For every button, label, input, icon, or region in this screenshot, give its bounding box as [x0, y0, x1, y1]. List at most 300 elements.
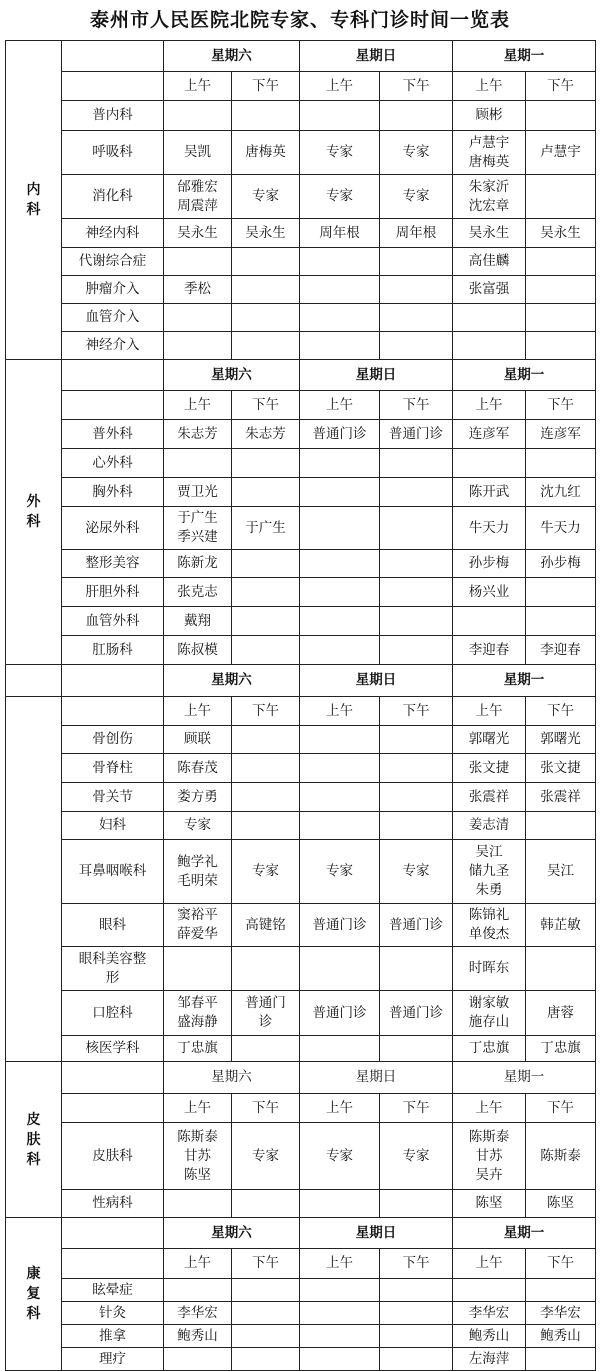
schedule-cell: 娄方勇 [164, 783, 232, 812]
schedule-cell: 普通门诊 [300, 420, 380, 449]
schedule-cell: 吴永生 [526, 219, 596, 248]
schedule-cell [232, 578, 300, 607]
schedule-cell [526, 248, 596, 276]
schedule-cell [232, 783, 300, 812]
clinic-name: 口腔科 [62, 991, 164, 1036]
half-header: 上午 [164, 391, 232, 420]
schedule-cell [526, 947, 596, 991]
schedule-cell: 陈开武 [453, 478, 526, 507]
schedule-cell: 普通门诊 [380, 904, 453, 947]
schedule-cell: 左海萍 [453, 1348, 526, 1371]
schedule-cell: 鲍秀山 [453, 1325, 526, 1348]
table-row [6, 248, 596, 276]
schedule-cell [232, 449, 300, 478]
table-row [6, 812, 596, 840]
schedule-cell [526, 607, 596, 636]
schedule-cell: 陈斯泰 甘苏 吴卉 [453, 1123, 526, 1190]
half-header: 下午 [380, 391, 453, 420]
day-header: 星期一 [453, 41, 596, 72]
schedule-cell: 普通门 诊 [232, 991, 300, 1036]
table-row [6, 1302, 596, 1325]
schedule-cell [300, 1279, 380, 1302]
schedule-cell: 牛天力 [526, 507, 596, 550]
schedule-cell [526, 276, 596, 304]
clinic-name: 理疗 [62, 1348, 164, 1371]
blank-cell [62, 665, 164, 697]
schedule-cell: 丁忠旗 [164, 1036, 232, 1062]
schedule-cell: 连彦军 [453, 420, 526, 449]
blank-cell [62, 1062, 164, 1094]
half-header: 下午 [380, 1094, 453, 1123]
table-row [6, 175, 596, 219]
blank-cell [6, 665, 62, 697]
schedule-cell: 张震祥 [453, 783, 526, 812]
schedule-cell [380, 478, 453, 507]
day-header: 星期一 [453, 665, 596, 697]
day-header: 星期六 [164, 1062, 300, 1094]
schedule-cell [380, 1190, 453, 1218]
dept-label: 康 复 科 [6, 1218, 62, 1371]
schedule-cell [453, 304, 526, 332]
clinic-name: 肝胆外科 [62, 578, 164, 607]
schedule-cell [164, 332, 232, 360]
table-row [6, 840, 596, 904]
schedule-cell [232, 812, 300, 840]
day-header: 星期六 [164, 1218, 300, 1249]
table-row [6, 101, 596, 131]
schedule-cell [232, 1279, 300, 1302]
schedule-cell: 窦裕平 薛爱华 [164, 904, 232, 947]
schedule-cell [380, 947, 453, 991]
schedule-cell [380, 754, 453, 783]
schedule-cell [526, 101, 596, 131]
schedule-cell [164, 449, 232, 478]
table-row [6, 507, 596, 550]
table-row [6, 131, 596, 175]
half-header: 下午 [380, 697, 453, 726]
schedule-cell [380, 449, 453, 478]
half-header: 下午 [232, 697, 300, 726]
schedule-cell: 顾联 [164, 726, 232, 754]
schedule-cell: 季松 [164, 276, 232, 304]
schedule-cell [526, 1279, 596, 1302]
clinic-name: 针灸 [62, 1302, 164, 1325]
schedule-cell: 陈斯泰 甘苏 陈坚 [164, 1123, 232, 1190]
schedule-cell [526, 1348, 596, 1371]
dept-label: 外 科 [6, 360, 62, 665]
day-header: 星期日 [300, 41, 453, 72]
schedule-cell [300, 1325, 380, 1348]
schedule-cell: 戴翔 [164, 607, 232, 636]
schedule-cell: 陈坚 [526, 1190, 596, 1218]
schedule-cell: 普通门诊 [300, 904, 380, 947]
day-header: 星期日 [300, 665, 453, 697]
schedule-cell [232, 726, 300, 754]
schedule-cell [164, 101, 232, 131]
schedule-cell [380, 783, 453, 812]
schedule-cell: 谢家敏 施存山 [453, 991, 526, 1036]
schedule-cell [453, 332, 526, 360]
blank-cell [62, 360, 164, 391]
table-row [6, 578, 596, 607]
clinic-name: 代谢综合症 [62, 248, 164, 276]
schedule-cell: 专家 [300, 175, 380, 219]
clinic-name: 血管外科 [62, 607, 164, 636]
schedule-cell [380, 1036, 453, 1062]
clinic-name: 眼科美容整 形 [62, 947, 164, 991]
clinic-name: 泌尿外科 [62, 507, 164, 550]
schedule-cell [380, 636, 453, 665]
schedule-cell [300, 1302, 380, 1325]
schedule-cell [232, 101, 300, 131]
schedule-cell: 陈春茂 [164, 754, 232, 783]
dept-label: 皮 肤 科 [6, 1062, 62, 1218]
schedule-cell [232, 636, 300, 665]
table-row [6, 1279, 596, 1302]
schedule-cell: 卢慧宇 [526, 131, 596, 175]
schedule-cell [380, 550, 453, 578]
clinic-name: 消化科 [62, 175, 164, 219]
schedule-cell: 专家 [300, 131, 380, 175]
clinic-name: 眼科 [62, 904, 164, 947]
table-row [6, 636, 596, 665]
schedule-cell [380, 507, 453, 550]
schedule-cell [300, 304, 380, 332]
schedule-cell: 唐蓉 [526, 991, 596, 1036]
schedule-cell [232, 478, 300, 507]
schedule-cell [300, 1036, 380, 1062]
half-header: 上午 [300, 1094, 380, 1123]
table-row [6, 219, 596, 248]
clinic-name: 心外科 [62, 449, 164, 478]
half-header: 上午 [453, 1249, 526, 1279]
schedule-cell: 陈新龙 [164, 550, 232, 578]
schedule-cell [232, 1036, 300, 1062]
schedule-cell [300, 812, 380, 840]
schedule-cell [380, 248, 453, 276]
schedule-cell: 李华宏 [164, 1302, 232, 1325]
schedule-cell: 沈九红 [526, 478, 596, 507]
schedule-cell [380, 1325, 453, 1348]
schedule-cell: 周年根 [380, 219, 453, 248]
schedule-cell [164, 947, 232, 991]
schedule-cell [232, 1348, 300, 1371]
clinic-name: 肛肠科 [62, 636, 164, 665]
schedule-cell: 于广生 季兴建 [164, 507, 232, 550]
half-header: 下午 [232, 391, 300, 420]
schedule-cell: 张文捷 [453, 754, 526, 783]
schedule-cell [380, 726, 453, 754]
day-header: 星期日 [300, 1062, 453, 1094]
schedule-cell: 韩芷敏 [526, 904, 596, 947]
blank-cell [62, 697, 164, 726]
schedule-cell: 朱志芳 [164, 420, 232, 449]
schedule-cell [232, 1325, 300, 1348]
schedule-cell [232, 276, 300, 304]
schedule-cell [232, 248, 300, 276]
clinic-name: 胸外科 [62, 478, 164, 507]
schedule-cell [380, 1348, 453, 1371]
schedule-cell [526, 578, 596, 607]
schedule-cell [232, 947, 300, 991]
dept-label [6, 697, 62, 1062]
schedule-cell: 卢慧宇 唐梅英 [453, 131, 526, 175]
schedule-cell: 吴江 储九圣 朱勇 [453, 840, 526, 904]
schedule-cell [232, 304, 300, 332]
schedule-cell [164, 1348, 232, 1371]
clinic-name: 推拿 [62, 1325, 164, 1348]
schedule-cell [300, 1348, 380, 1371]
schedule-cell: 李华宏 [453, 1302, 526, 1325]
schedule-cell: 高键铭 [232, 904, 300, 947]
schedule-cell [380, 332, 453, 360]
schedule-cell [526, 449, 596, 478]
table-row [6, 1036, 596, 1062]
schedule-cell: 李迎春 [453, 636, 526, 665]
day-header: 星期六 [164, 665, 300, 697]
clinic-name: 骨关节 [62, 783, 164, 812]
clinic-name: 肿瘤介入 [62, 276, 164, 304]
schedule-cell: 丁忠旗 [526, 1036, 596, 1062]
day-header: 星期日 [300, 1218, 453, 1249]
half-header: 上午 [300, 391, 380, 420]
schedule-cell: 于广生 [232, 507, 300, 550]
schedule-cell [300, 754, 380, 783]
schedule-cell: 专家 [232, 175, 300, 219]
schedule-cell: 专家 [232, 1123, 300, 1190]
half-header: 下午 [232, 1094, 300, 1123]
half-header: 下午 [526, 1249, 596, 1279]
table-row [6, 1348, 596, 1371]
schedule-cell [300, 478, 380, 507]
schedule-cell: 鲍秀山 [526, 1325, 596, 1348]
table-row [6, 304, 596, 332]
clinic-name: 骨脊柱 [62, 754, 164, 783]
table-row [6, 947, 596, 991]
schedule-cell [453, 607, 526, 636]
schedule-cell [232, 754, 300, 783]
half-header: 上午 [453, 1094, 526, 1123]
schedule-cell [300, 636, 380, 665]
schedule-cell: 吴永生 [232, 219, 300, 248]
schedule-cell: 姜志清 [453, 812, 526, 840]
day-header: 星期六 [164, 41, 300, 72]
schedule-cell [300, 607, 380, 636]
schedule-cell: 吴永生 [453, 219, 526, 248]
schedule-cell: 吴凯 [164, 131, 232, 175]
schedule-cell [300, 276, 380, 304]
schedule-cell: 专家 [300, 1123, 380, 1190]
schedule-cell [526, 175, 596, 219]
clinic-name: 神经内科 [62, 219, 164, 248]
schedule-cell [300, 726, 380, 754]
page-title: 泰州市人民医院北院专家、专科门诊时间一览表 [89, 9, 510, 31]
schedule-cell [380, 1302, 453, 1325]
schedule-cell [300, 550, 380, 578]
blank-cell [62, 1249, 164, 1279]
schedule-cell: 专家 [380, 840, 453, 904]
schedule-cell: 杨兴业 [453, 578, 526, 607]
schedule-cell [380, 812, 453, 840]
blank-cell [62, 72, 164, 101]
table-row [6, 904, 596, 947]
schedule-cell: 牛天力 [453, 507, 526, 550]
schedule-cell [164, 304, 232, 332]
schedule-cell [453, 449, 526, 478]
schedule-cell: 专家 [232, 840, 300, 904]
schedule-cell [232, 1190, 300, 1218]
schedule-cell: 郭曙光 [453, 726, 526, 754]
schedule-cell [300, 947, 380, 991]
schedule-cell: 朱志芳 [232, 420, 300, 449]
day-header: 星期一 [453, 1062, 596, 1094]
schedule-cell [300, 449, 380, 478]
half-header: 上午 [164, 697, 232, 726]
clinic-name: 皮肤科 [62, 1123, 164, 1190]
table-row [6, 1325, 596, 1348]
schedule-cell: 吴永生 [164, 219, 232, 248]
half-header: 上午 [164, 1094, 232, 1123]
schedule-cell: 唐梅英 [232, 131, 300, 175]
table-row [6, 1190, 596, 1218]
schedule-cell [526, 304, 596, 332]
schedule-cell: 陈锦礼 单俊杰 [453, 904, 526, 947]
schedule-cell [380, 578, 453, 607]
schedule-cell: 专家 [380, 131, 453, 175]
schedule-table [5, 40, 596, 1371]
schedule-cell [232, 607, 300, 636]
schedule-cell: 陈坚 [453, 1190, 526, 1218]
schedule-cell: 鲍学礼 毛明荣 [164, 840, 232, 904]
blank-cell [62, 1218, 164, 1249]
schedule-cell: 普通门诊 [380, 420, 453, 449]
schedule-cell [526, 332, 596, 360]
clinic-name: 血管介入 [62, 304, 164, 332]
schedule-cell: 时晖东 [453, 947, 526, 991]
table-row [6, 449, 596, 478]
schedule-cell [380, 607, 453, 636]
day-header: 星期日 [300, 360, 453, 391]
schedule-cell: 专家 [164, 812, 232, 840]
dept-label: 内 科 [6, 41, 62, 360]
schedule-cell: 鲍秀山 [164, 1325, 232, 1348]
schedule-cell: 顾彬 [453, 101, 526, 131]
schedule-cell [164, 248, 232, 276]
half-header: 上午 [300, 697, 380, 726]
schedule-cell: 孙步梅 [453, 550, 526, 578]
schedule-cell [232, 332, 300, 360]
schedule-cell: 普通门诊 [380, 991, 453, 1036]
half-header: 下午 [526, 1094, 596, 1123]
schedule-cell [164, 1279, 232, 1302]
half-header: 下午 [232, 72, 300, 101]
schedule-cell: 陈斯泰 [526, 1123, 596, 1190]
table-row [6, 276, 596, 304]
schedule-cell [453, 1279, 526, 1302]
table-row [6, 550, 596, 578]
table-row [6, 726, 596, 754]
half-header: 上午 [300, 1249, 380, 1279]
half-header: 上午 [453, 72, 526, 101]
clinic-name: 普内科 [62, 101, 164, 131]
half-header: 下午 [232, 1249, 300, 1279]
schedule-cell [164, 1190, 232, 1218]
table-row [6, 332, 596, 360]
schedule-cell: 李华宏 [526, 1302, 596, 1325]
clinic-name: 普外科 [62, 420, 164, 449]
schedule-cell: 邰雅宏 周震萍 [164, 175, 232, 219]
schedule-cell: 张震祥 [526, 783, 596, 812]
table-row [6, 420, 596, 449]
schedule-cell [232, 1302, 300, 1325]
schedule-cell: 张富强 [453, 276, 526, 304]
clinic-name: 性病科 [62, 1190, 164, 1218]
schedule-cell [380, 101, 453, 131]
schedule-cell: 专家 [380, 175, 453, 219]
table-row [6, 754, 596, 783]
clinic-name: 耳鼻咽喉科 [62, 840, 164, 904]
schedule-cell: 普通门诊 [300, 991, 380, 1036]
day-header: 星期六 [164, 360, 300, 391]
half-header: 上午 [453, 697, 526, 726]
schedule-cell: 孙步梅 [526, 550, 596, 578]
schedule-cell [300, 783, 380, 812]
half-header: 下午 [526, 391, 596, 420]
blank-cell [62, 41, 164, 72]
blank-cell [62, 391, 164, 420]
schedule-cell: 陈叔模 [164, 636, 232, 665]
schedule-cell: 专家 [380, 1123, 453, 1190]
clinic-name: 眩晕症 [62, 1279, 164, 1302]
clinic-name: 神经介入 [62, 332, 164, 360]
schedule-cell: 吴江 [526, 840, 596, 904]
blank-cell [62, 1094, 164, 1123]
day-header: 星期一 [453, 1218, 596, 1249]
schedule-cell: 李迎春 [526, 636, 596, 665]
half-header: 下午 [526, 697, 596, 726]
schedule-cell [300, 332, 380, 360]
schedule-cell [380, 304, 453, 332]
clinic-name: 妇科 [62, 812, 164, 840]
schedule-cell: 张克志 [164, 578, 232, 607]
schedule-cell: 丁忠旗 [453, 1036, 526, 1062]
schedule-cell [380, 1279, 453, 1302]
schedule-cell [380, 276, 453, 304]
schedule-cell [300, 101, 380, 131]
schedule-cell: 周年根 [300, 219, 380, 248]
schedule-cell: 连彦军 [526, 420, 596, 449]
clinic-name: 骨创伤 [62, 726, 164, 754]
schedule-cell: 张文捷 [526, 754, 596, 783]
clinic-name: 呼吸科 [62, 131, 164, 175]
schedule-cell [300, 507, 380, 550]
schedule-cell [526, 812, 596, 840]
half-header: 上午 [164, 1249, 232, 1279]
half-header: 上午 [300, 72, 380, 101]
schedule-cell: 贾卫光 [164, 478, 232, 507]
schedule-cell: 高佳麟 [453, 248, 526, 276]
clinic-name: 整形美容 [62, 550, 164, 578]
schedule-cell: 邹春平 盛海静 [164, 991, 232, 1036]
schedule-cell [232, 550, 300, 578]
day-header: 星期一 [453, 360, 596, 391]
schedule-cell [300, 578, 380, 607]
table-row [6, 783, 596, 812]
table-row [6, 1123, 596, 1190]
table-row [6, 991, 596, 1036]
schedule-cell [300, 248, 380, 276]
half-header: 下午 [380, 1249, 453, 1279]
